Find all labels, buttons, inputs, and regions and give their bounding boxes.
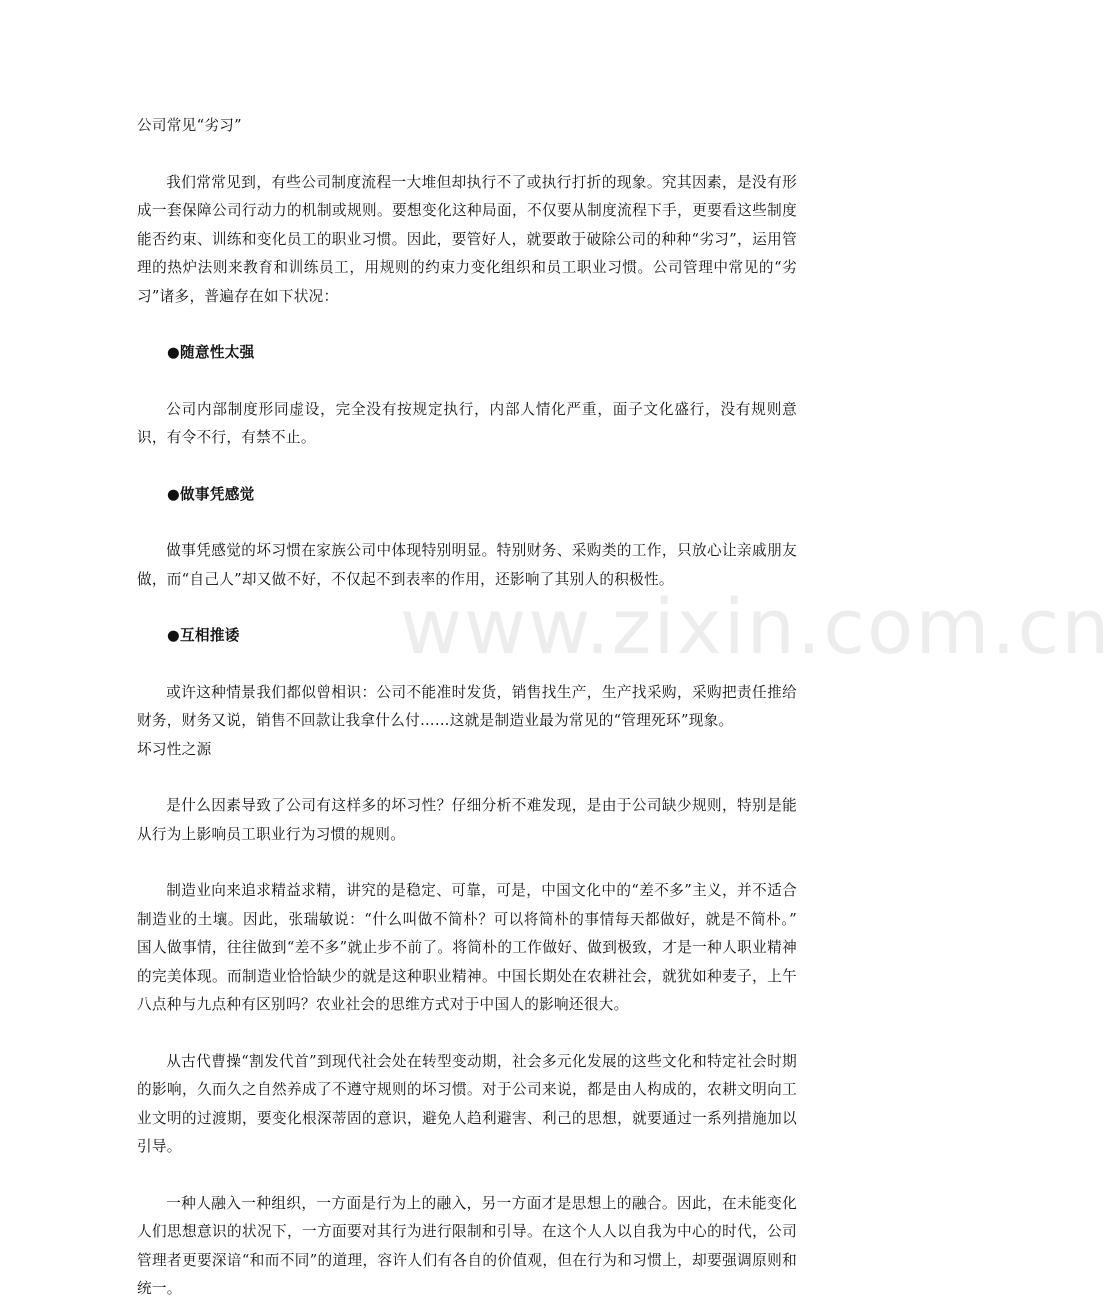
spacer [137, 509, 797, 537]
spacer [137, 651, 797, 679]
document-body [137, 112, 797, 1304]
section-heading: ●互相推诿 [167, 627, 240, 644]
body-paragraph: 从古代曹操“割发代首”到现代社会处在转型变动期，社会多元化发展的这些文化和特定社会时期的影响，久而久之自然养成了不遵守规则的坏习惯。对于公司来说，都是由人构成的，农耕文明向工业文明的过渡期，要变化根深蒂固的意识，避免人趋利避害、利己的思想，就要通过一系列措施加以引导。 [137, 1052, 797, 1155]
spacer [137, 849, 797, 877]
section-paragraph: 或许这种情景我们都似曾相识：公司不能准时发货，销售找生产，生产找采购，采购把责任推给财务，财务又说，销售不回款让我拿什么付……这就是制造业最为常见的“管理死环”现象。 [137, 683, 797, 729]
section-paragraph: 做事凭感觉的坏习惯在家族公司中体现特别明显。特别财务、采购类的工作，只放心让亲戚朋友做，而“自己人”却又做不好，不仅起不到表率的作用，还影响了其别人的积极性。 [137, 542, 797, 588]
intro-paragraph: 我们常常见到，有些公司制度流程一大堆但却执行不了或执行打折的现象。究其因素，是没有形成一套保障公司行动力的机制或规则。要想变化这种局面，不仅要从制度流程下手，更要看这些制度能否约束、训练和变化员工的职业习惯。因此，要管好人，就要敢于破除公司的种种“劣习”，运用管理的热炉法则来教育和训练员工，用规则的约束力变化组织和员工职业习惯。公司管理中常见的“劣习”诸多，普遍存在如下状况： [137, 173, 797, 305]
spacer [137, 453, 797, 481]
spacer [137, 1020, 797, 1048]
section-heading: ●做事凭感觉 [167, 485, 255, 503]
document-title: 公司常见“劣习” [137, 117, 242, 134]
section-title: 坏习性之源 [137, 740, 212, 758]
spacer [137, 368, 797, 396]
spacer [137, 141, 797, 169]
watermark: www.zixin.com.cn [400, 582, 1112, 671]
spacer [137, 764, 797, 792]
body-paragraph: 制造业向来追求精益求精，讲究的是稳定、可靠，可是，中国文化中的“差不多”主义，并不适合制造业的土壤。因此，张瑞敏说：“什么叫做不简朴？可以将简朴的事情每天都做好，就是不简朴。” 国人做事情，往往做到“差不多”就止步不前了。将简朴的工作做好、做到极致，才是一种人职业精神的完美体现。而制造业恰恰缺少的就是这种职业精神。中国长期处在农耕社会，就犹如种麦子，上午八点种与九点种有区别吗？农业社会的思维方式对于中国人的影响还很大。 [137, 882, 797, 1013]
spacer [137, 311, 797, 339]
body-paragraph: 是什么因素导致了公司有这样多的坏习性？仔细分析不难发现，是由于公司缺少规则，特别是能从行为上影响员工职业行为习惯的规则。 [137, 797, 797, 843]
section-heading: ●随意性太强 [167, 344, 255, 361]
spacer [137, 1162, 797, 1190]
body-paragraph: 一种人融入一种组织，一方面是行为上的融入，另一方面才是思想上的融合。因此，在未能变化人们思想意识的状况下，一方面要对其行为进行限制和引导。在这个人人以自我为中心的时代，公司管理者更要深谙“和而不同”的道理，容许人们有各自的价值观，但在行为和习惯上，却要强调原则和统一。 [137, 1194, 797, 1297]
section-paragraph: 公司内部制度形同虚设，完全没有按规定执行，内部人情化严重，面子文化盛行，没有规则意识，有令不行，有禁不止。 [137, 400, 797, 446]
spacer [137, 594, 797, 622]
